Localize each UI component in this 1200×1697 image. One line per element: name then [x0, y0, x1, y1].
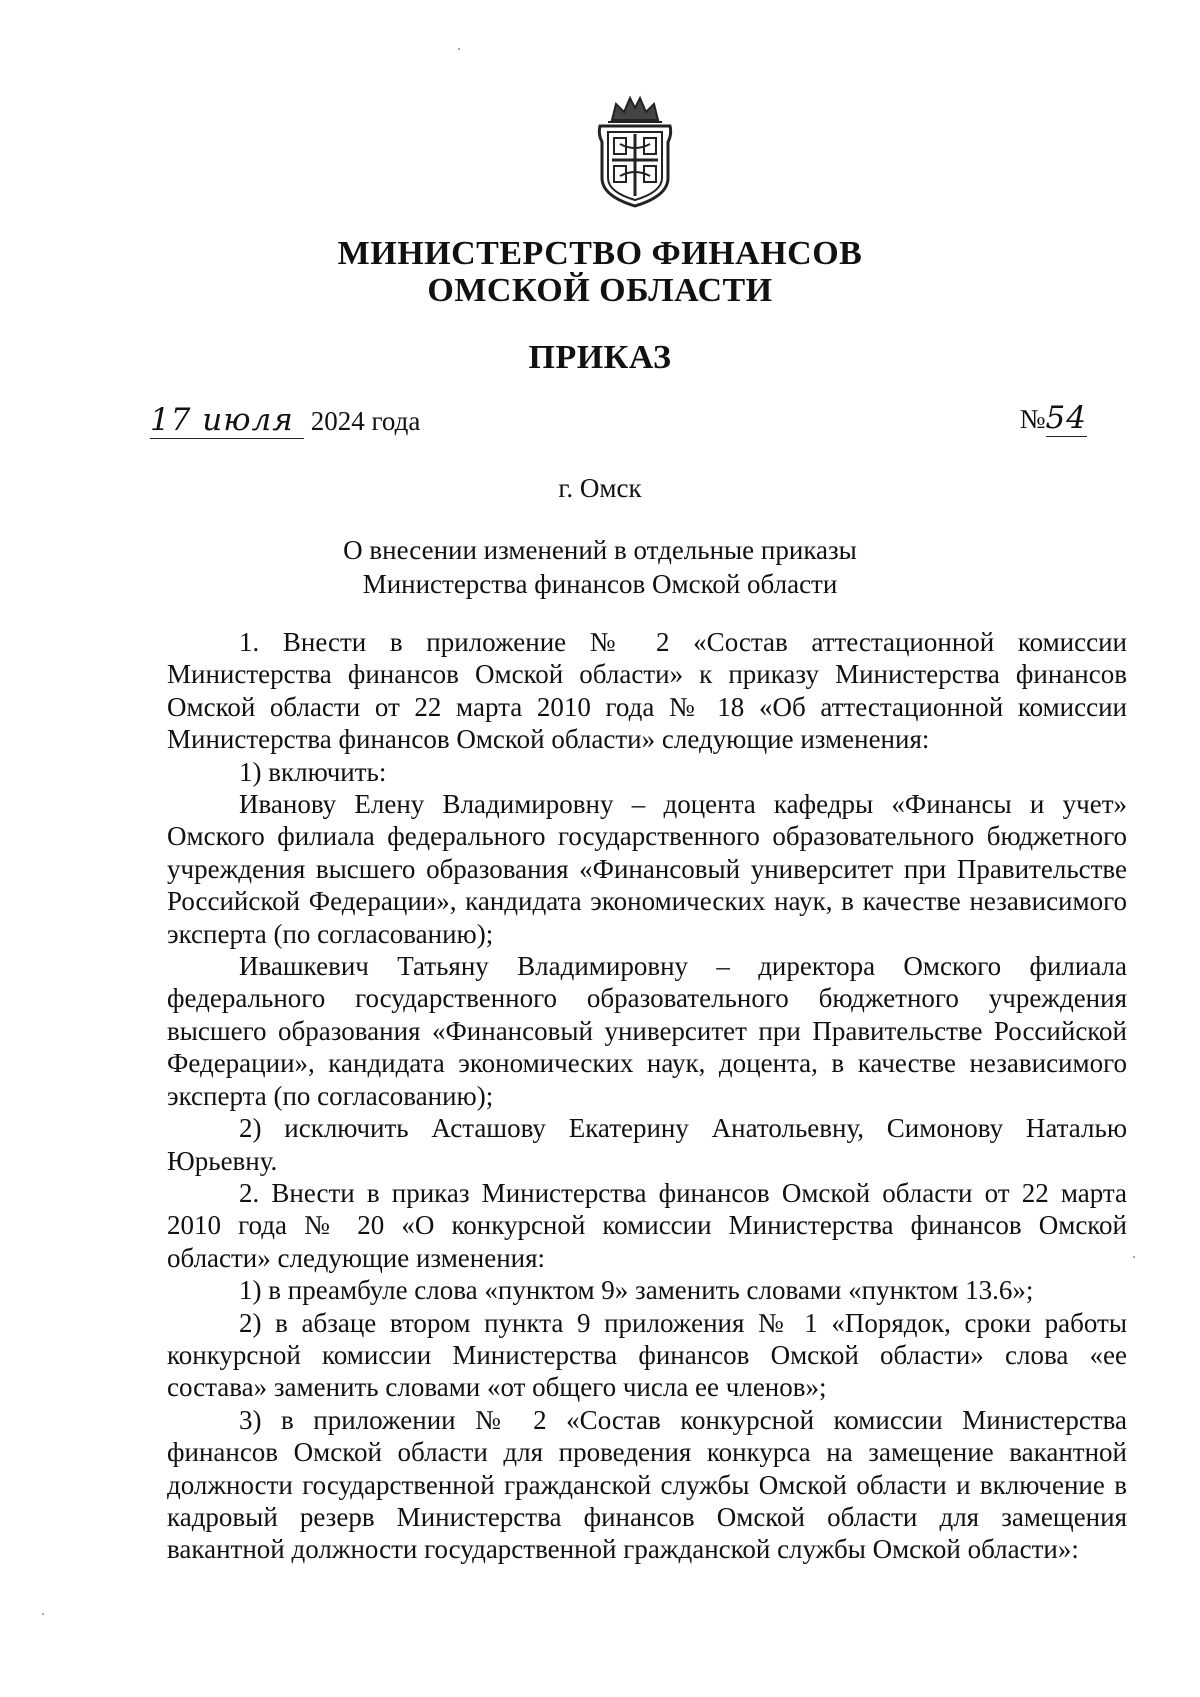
order-year: 2024 года [310, 406, 421, 436]
ministry-name-line2: ОМСКОЙ ОБЛАСТИ [427, 272, 773, 309]
subject-line2: Министерства финансов Омской области [362, 569, 838, 599]
order-subject [0, 533, 1200, 601]
scan-speck [1133, 1256, 1135, 1258]
paragraph: 1) в преамбуле слова «пунктом 9» заменить словами «пунктом 13.6»; [239, 1275, 1034, 1306]
subject-line1: О внесении изменений в отдельные приказы [343, 535, 857, 565]
paragraph: 1) включить: [239, 756, 387, 787]
paragraph: 1. Внести в приложение № 2 «Состав аттестационной комиссии Министерства финансов Омской области» к приказу Министерства финансов Омской области от 22 марта 2010 года № 18 «Об аттестационной комиссии Министерства финансов Омской области» следующие изменения: [167, 627, 1127, 755]
ministry-name-line1: МИНИСТЕРСТВО ФИНАНСОВ [337, 235, 863, 272]
number-handwritten: 54 [1045, 400, 1087, 436]
paragraph: 3) в приложении № 2 «Состав конкурсной комиссии Министерства финансов Омской области для проведения конкурса на замещение вакантной должности государственной гражданской службы Омской области и включение в кадровый резерв Министерства финансов Омской области для замещения вакантной должности государственной гражданской службы Омской области»: [167, 1404, 1127, 1565]
scan-speck [42, 1613, 44, 1615]
number-label: № [1019, 404, 1046, 434]
scan-speck [458, 48, 460, 50]
paragraph: 2) в абзаце втором пункта 9 приложения № 1 «Порядок, сроки работы конкурсной комиссии Министерства финансов Омской области» слова «ее состава» заменить словами «от общего числа ее членов»; [167, 1307, 1127, 1403]
order-date [150, 402, 420, 439]
paragraph: Иванову Елену Владимировну – доцента кафедры «Финансы и учет» Омского филиала федерального государственного образовательного бюджетного учреждения высшего образования «Финансовый университет при Правительстве Российской Федерации», кандидата экономических наук, в качестве независимого эксперта (по согласованию); [167, 789, 1127, 949]
coat-of-arms-emblem [590, 92, 680, 210]
paragraph: 2. Внести в приказ Министерства финансов Омской области от 22 марта 2010 года № 20 «О конкурсной комиссии Министерства финансов Омской области» следующие изменения: [167, 1177, 1127, 1273]
document-type-title: ПРИКАЗ [528, 339, 672, 376]
date-handwritten: 17 июля [150, 402, 304, 439]
paragraph: Ивашкевич Татьяну Владимировну – директора Омского филиала федерального государственного образовательного бюджетного учреждения высшего образования «Финансовый университет при Правительстве Российской Федерации», кандидата экономических наук, доцента, в качестве независимого эксперта (по согласованию); [167, 951, 1127, 1111]
order-number [1020, 400, 1087, 437]
order-body [167, 626, 1127, 1566]
paragraph: 2) исключить Асташову Екатерину Анатольевну, Симонову Наталью Юрьевну. [167, 1113, 1127, 1176]
city-name: г. Омск [558, 473, 642, 503]
